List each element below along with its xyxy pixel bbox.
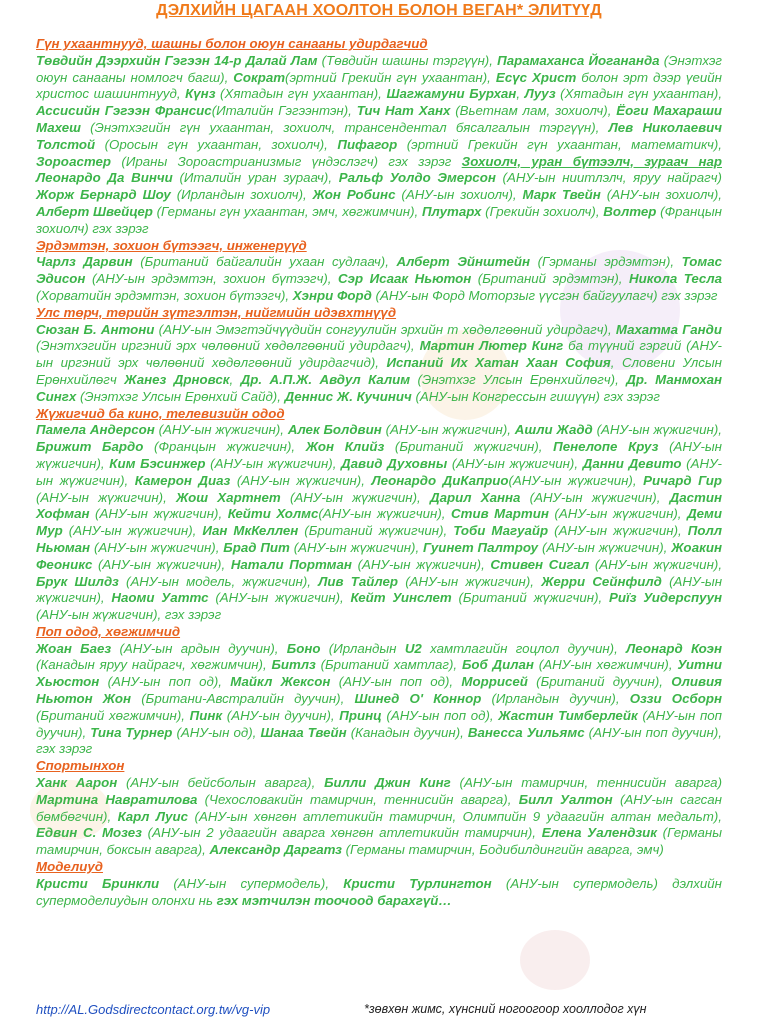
person-description: (АНУ-ын жүжигчин), — [90, 539, 224, 555]
person-name: Оливия Ньютон Жон — [36, 674, 722, 707]
person-description: , — [516, 86, 525, 102]
person-description: (эртний Грекийн гүн ухаантан, математикч), — [397, 136, 722, 152]
person-name: Иан МкКеллен — [202, 523, 299, 539]
person-name: Лив Тайлер — [318, 573, 398, 589]
person-description: болон эрт дээр үеийн христос шашинтнууд, — [36, 69, 722, 102]
person-name: Майкл Жексон — [230, 674, 331, 690]
person-name: Наоми Уаттс — [111, 590, 209, 606]
person-description: (АНУ-ын поп од), — [381, 707, 499, 723]
person-description: (АНУ-ын зохиолч), — [395, 187, 523, 203]
page-title: ДЭЛХИЙН ЦАГААН ХООЛТОН БОЛОН ВЕГАН* ЭЛИТҮҮД — [156, 2, 602, 19]
person-description: , — [229, 371, 241, 387]
person-name: Жон Робинс — [312, 187, 396, 203]
person-description: (АНУ-ын жүжигчин), — [289, 539, 424, 555]
person-description: (Ирландын зохиолч), — [170, 187, 313, 203]
person-description: (Чехословакийн тамирчин, теннисийн аварга), — [197, 791, 519, 807]
person-name: Леонард Коэн — [626, 640, 722, 656]
person-name: Шанаа Твейн — [260, 724, 347, 740]
person-description: (Энэтхэгийн гүн ухаантан, зохиолч, трансендентал бясалгалын тэргүүн), — [80, 119, 609, 135]
person-name: Брижит Бардо — [36, 439, 144, 455]
person-name: Мартина Навратилова — [36, 791, 198, 807]
person-name: Жон Клийз — [305, 439, 385, 455]
person-name: Сэр Исаак Ньютон — [338, 271, 472, 287]
person-description: (Вьетнам лам, зохиолч), — [450, 103, 617, 119]
person-name: Боно — [286, 640, 321, 656]
person-description: (Энэтхэг оюун санааны номлогч багш), — [36, 52, 722, 85]
person-description: (АНУ-ын модель, жүжигчин), — [118, 573, 319, 589]
person-description: (АНУ-ын жүжигчин), — [208, 590, 351, 606]
person-name: Ричард Гир — [643, 472, 722, 488]
person-name: Леонардо ДиКаприо — [371, 472, 509, 488]
section-heading: Поп одод, хөгжимчид — [36, 623, 181, 639]
person-description: (Төвдийн шашны тэргүүн), — [317, 52, 498, 68]
person-name: Брад Пит — [223, 539, 290, 555]
person-name: Натали Портман — [230, 556, 352, 572]
person-name: Брук Шилдз — [36, 573, 119, 589]
person-description: (АНУ-ын жүжигчин), — [36, 489, 176, 505]
person-name: Леонардо Да Винчи — [36, 170, 173, 186]
person-description: (АНУ-ын зохиолч), — [600, 187, 722, 203]
person-description: (АНУ-ын ниитлэлч, яруу найрагч) — [495, 170, 722, 186]
person-name: Хэнри Форд — [292, 287, 372, 303]
person-description: (АНУ-ын Форд Моторзыг үүсгэн байгуулагч) гэх зэрэг — [371, 287, 718, 303]
person-name: Пинк — [189, 707, 223, 723]
person-name: Елена Уалендзик — [541, 825, 657, 841]
person-name: Моррисей — [461, 674, 528, 690]
person-name: Зороастер — [36, 153, 112, 169]
person-description: (АНУ-ын жүжигчин), — [62, 523, 203, 539]
person-description: (Францын жүжигчин), — [143, 439, 306, 455]
person-description: (Оросын гүн ухаантан, зохиолч), — [95, 136, 338, 152]
person-description: (АНУ-ын жүжигчин), — [318, 506, 452, 522]
person-name: Мартин Лютер Кинг — [419, 338, 564, 354]
person-name: Александр Даргатз — [209, 842, 342, 858]
person-description: (Хорватийн эрдэмтэн, зохион бүтээгч), — [36, 287, 293, 303]
background-decoration — [520, 930, 590, 990]
person-name: Гуинет Палтроу — [423, 539, 539, 555]
person-description: (АНУ-ын жүжигчин), — [447, 455, 583, 471]
section-heading: Моделиуд — [36, 859, 103, 875]
person-description: (АНУ-ын жүжигчин), — [351, 556, 491, 572]
person-name: Риїз Уидерспуун — [609, 590, 722, 606]
person-description: (АНУ-ын жүжигчин), — [36, 455, 722, 488]
person-name: Лев Николаевич Толстой — [36, 119, 723, 152]
document-body — [36, 36, 722, 909]
person-description: (АНУ-ын жүжигчин), — [36, 439, 723, 471]
person-description: (АНУ-ын поп од), — [99, 674, 231, 690]
person-name: Ханк Аарон — [36, 775, 118, 791]
person-name: Полл Ньюман — [36, 523, 722, 555]
person-description: (Британий жүжигчин), — [298, 523, 454, 539]
person-description: (Ираны Зороастрианизмыг үндэслэгч) гэх зэрэг — [111, 153, 462, 169]
person-name: Едвин С. Мозез — [36, 825, 142, 841]
person-description: (АНУ-ын жүжигчин), — [508, 472, 644, 488]
person-description: (АНУ-ын жүжигчин), — [592, 422, 722, 438]
person-name: Марк Твейн — [522, 187, 601, 203]
section-heading: Спортынхон — [36, 758, 125, 774]
person-description: (Гэрманы эрдэмтэн), — [530, 254, 682, 270]
person-description: (АНУ-ын жүжигчин), — [280, 489, 430, 505]
person-description: (Хятадын гүн ухаантан), — [215, 86, 387, 102]
person-description: дэлхийн супермоделиудын олонхи нь — [36, 875, 722, 908]
person-name: Деми Мур — [36, 506, 723, 539]
person-name: Алберт Эйнштейн — [396, 254, 531, 270]
person-name: Др. А.П.Ж. Авдул Калим — [240, 371, 411, 387]
person-description: (АНУ-ын жүжигчин), гэх зэрэг — [36, 607, 222, 623]
person-name: Тина Турнер — [90, 724, 173, 740]
person-description: (Германы гүн ухаантан, эмч, хөгжимчин), — [152, 203, 422, 219]
person-description: (АНУ-ын жүжигчин), — [205, 455, 342, 471]
person-description: (Британи-Австралийн дуучин), — [131, 691, 355, 707]
person-description: (Германы тамирчин, боксын аварга), — [36, 825, 722, 858]
footnote: *зөвхөн жимс, хүнсний ногоогоор хооллодог хүн — [364, 1002, 647, 1016]
person-name: Томас Эдисон — [36, 254, 722, 287]
person-description: (АНУ-ын од), — [172, 724, 261, 740]
person-name: Парамаханса Йогананда — [497, 52, 660, 68]
person-description: (АНУ-ын хөнгөн атлетикийн тамирчин, Олимпийн 9 удаагийн алтан медальт), — [188, 808, 722, 824]
person-name: Чарлз Дарвин — [36, 254, 133, 270]
person-name: Дарил Ханна — [429, 489, 521, 505]
person-description: (Британий жүжигчин), — [384, 439, 554, 455]
person-description: (Британий дуучин), — [527, 674, 672, 690]
person-name: Карл Луис — [117, 808, 189, 824]
person-description: (АНУ-ын жүжигчин), — [397, 573, 542, 589]
person-name: Стивен Сигал — [490, 556, 590, 572]
person-name: Памела Андерсон — [36, 422, 155, 438]
person-description: (АНУ-ын жүжигчин), — [381, 422, 515, 438]
person-name: Испаний Их Хатан Хаан София — [386, 355, 611, 371]
source-link[interactable]: http://AL.Godsdirectcontact.org.tw/vg-vip — [36, 1002, 271, 1017]
person-name: Лууз — [524, 86, 556, 102]
person-name: Стив Мартин — [451, 506, 549, 522]
person-name: Боб Дилан — [461, 657, 534, 673]
section-heading: Жүжигчид ба кино, телевизийн одод — [36, 405, 285, 421]
person-description: (Энэтхэг Улсын Ерөнхий Сайд), — [76, 388, 285, 404]
person-description: (АНУ-ын жүжигчин), — [36, 573, 723, 606]
person-name: Плутарх — [421, 203, 482, 219]
person-description: (АНУ-ын бейсболын аварга), — [117, 775, 325, 791]
person-name: Шагжамуни Бурхан — [386, 86, 517, 102]
person-name: Жоакин Феоникс — [36, 539, 722, 572]
person-description: (АНУ-ын жүжигчин), — [89, 506, 228, 522]
person-description: (АНУ-ын жүжигчин), — [548, 523, 688, 539]
person-description: (АНУ-ын хөгжимчин), — [533, 657, 678, 673]
person-name: Тоби Магуайр — [453, 523, 549, 539]
person-name: Сюзан Б. Антони — [36, 321, 155, 337]
person-description: (АНУ-ын жүжигчин), — [230, 472, 372, 488]
person-name: гэх мэтчилэн тоочоод барахгүй… — [216, 892, 452, 908]
person-name: Кристи Турлингтон — [343, 875, 492, 891]
person-description: (АНУ-ын жүжигчин), — [538, 539, 672, 555]
person-name: Ральф Уолдо Эмерсон — [338, 170, 496, 186]
person-description: (Канадын дуучин), — [346, 724, 468, 740]
person-description: (Италийн Гэгээнтэн), — [211, 103, 357, 119]
person-name: Дастин Хофман — [36, 489, 723, 522]
person-name: Кейт Уинслет — [350, 590, 452, 606]
person-description: (АНУ-ын жүжигчин), — [92, 556, 231, 572]
person-description: (Энэтхэг Улсын Ерөнхийлөгч), — [410, 371, 627, 387]
person-name: Ким Бэсинжер — [109, 455, 206, 471]
person-name: Ассисийн Гэгээн Франсис — [36, 103, 212, 119]
person-name: Билли Джин Кинг — [324, 775, 451, 791]
person-description: (Италийн уран зураач), — [172, 170, 339, 186]
person-name: Тич Нат Ханх — [356, 103, 451, 119]
person-description: (Германы тамирчин, Бодибилдингийн аварга, эмч) — [341, 842, 664, 858]
person-name: Жерри Сейнфилд — [541, 573, 662, 589]
person-name: Есүс Христ — [495, 69, 577, 85]
person-name: Кейти Холмс — [227, 506, 319, 522]
person-description: (Францын зохиолч) гэх зэрэг — [36, 203, 722, 236]
person-description: (АНУ-ын супермодель) — [491, 875, 673, 891]
person-description: (эртний Грекийн гүн ухаантан), — [285, 69, 496, 85]
person-name: Волтер — [603, 203, 657, 219]
person-name: Жорж Бернард Шоу — [36, 187, 171, 203]
person-name: Пифагор — [337, 136, 398, 152]
person-description: (АНУ-ын Конгрессын гишүүн) гэх зэрэг — [411, 388, 660, 404]
person-description: (АНУ-ын 2 удаагийн аварга хөнгөн атлетикийн тамирчин), — [141, 825, 542, 841]
person-description: (АНУ-ын ардын дуучин), — [111, 640, 287, 656]
person-description: (АНУ-ын супермодель), — [159, 875, 344, 891]
person-name: Принц — [339, 707, 382, 723]
person-description: (Энэтхэгийн иргэний эрх чөлөөний хөдөлгөөний удирдагч), — [36, 338, 420, 354]
person-name: Алек Болдвин — [287, 422, 382, 438]
person-name: U2 — [404, 640, 422, 656]
person-name: Төвдийн Дээрхийн Гэгээн 14-р Далай Лам — [36, 52, 318, 68]
person-name: Алберт Швейцер — [36, 203, 153, 219]
person-description: (Ирландын — [320, 640, 405, 656]
person-description: , Словени Улсын Ерөнхийлөгч — [36, 355, 722, 387]
person-description: (Британий хөгжимчин), — [36, 707, 190, 723]
person-description: (АНУ-ын жүжигчин), — [154, 422, 288, 438]
section-heading: Зохиолч, уран бүтээлч, зураач нар — [461, 153, 722, 169]
person-name: Махатма Ганди — [615, 321, 722, 337]
person-name: Сократ — [233, 69, 286, 85]
person-description: (АНУ-ын Эмэгтэйчүүдийн сонгуулийн эрхийн т хөдөлгөөний удирдагч), — [154, 321, 616, 337]
person-description: (Британий хамтлаг), — [315, 657, 462, 673]
person-name: Данни Девито — [582, 455, 682, 471]
person-description: (Британий байгалийн ухаан судлаач), — [132, 254, 397, 270]
person-name: Жастин Тимберлейк — [498, 707, 638, 723]
person-name: Шинед О' Коннор — [354, 691, 482, 707]
person-name: Кристи Бринкли — [36, 875, 160, 891]
person-name: Пенелопе Круз — [553, 439, 659, 455]
person-name: Билл Уалтон — [518, 791, 613, 807]
person-name: Оззи Осборн — [629, 691, 722, 707]
person-name: Ёоги Махараши Махеш — [36, 103, 723, 135]
section-heading: Улс төрч, төрийн зүтгэлтэн, нийгмийн идэвхтнүүд — [36, 304, 397, 320]
person-name: Др. Манмохан Сингх — [36, 371, 723, 404]
section-heading: Гүн ухаантнууд, шашны болон оюун санааны удирдагчид — [36, 36, 428, 51]
person-description: (Британий жүжигчин), — [451, 590, 610, 606]
person-description: (АНУ-ын поп дуучин), — [36, 707, 722, 740]
person-description: (АНУ-ын эрдэмтэн, зохион бүтээгч), — [85, 271, 339, 287]
person-name: Жош Хартнет — [175, 489, 281, 505]
person-name: Никола Тесла — [628, 271, 722, 287]
person-description: (Британий эрдэмтэн), — [471, 271, 629, 287]
person-name: Деннис Ж. Кучинич — [284, 388, 412, 404]
person-description: (АНУ-ын тамирчин, теннисийн аварга) — [450, 775, 722, 791]
person-description: ба түүний гэргий (АНУ-ын иргэний эрх чөлөөний хөдөлгөөний удирдагчид), — [36, 338, 722, 371]
person-name: Жанез Дрновск — [124, 371, 230, 387]
person-description: (АНУ-ын жүжигчин), — [520, 489, 670, 505]
person-name: Камерон Диаз — [134, 472, 231, 488]
person-description: (Грекийн зохиолч), — [481, 203, 604, 219]
person-description: (Канадын яруу найрагч, хөгжимчин), — [36, 657, 272, 673]
person-name: Күнз — [185, 86, 216, 102]
person-description: (АНУ-ын поп од), — [330, 674, 462, 690]
person-name: Ашли Жадд — [514, 422, 593, 438]
person-description: (АНУ-ын жүжигчин), — [589, 556, 723, 572]
person-description: (АНУ-ын сагсан бөмбөгчин), — [36, 791, 722, 824]
person-name: Жоан Баез — [36, 640, 112, 656]
person-description: хамтлагийн гоцлол дуучин), — [421, 640, 627, 656]
person-description: (АНУ-ын жүжигчин), — [548, 506, 688, 522]
person-description: (Хятадын гүн ухаантан), — [555, 86, 723, 102]
person-description: (АНУ-ын поп дуучин), гэх зэрэг — [36, 724, 722, 757]
person-name: Битлз — [271, 657, 316, 673]
section-heading: Эрдэмтэн, зохион бүтээгч, инженерүүд — [36, 237, 307, 253]
person-description: (АНУ-ын дуучин), — [222, 707, 340, 723]
person-name: Давид Духовны — [341, 455, 448, 471]
person-name: Уитни Хьюстон — [36, 657, 722, 690]
person-description: (Ирландын дуучин), — [481, 691, 630, 707]
person-name: Ванесса Уильямс — [467, 724, 585, 740]
